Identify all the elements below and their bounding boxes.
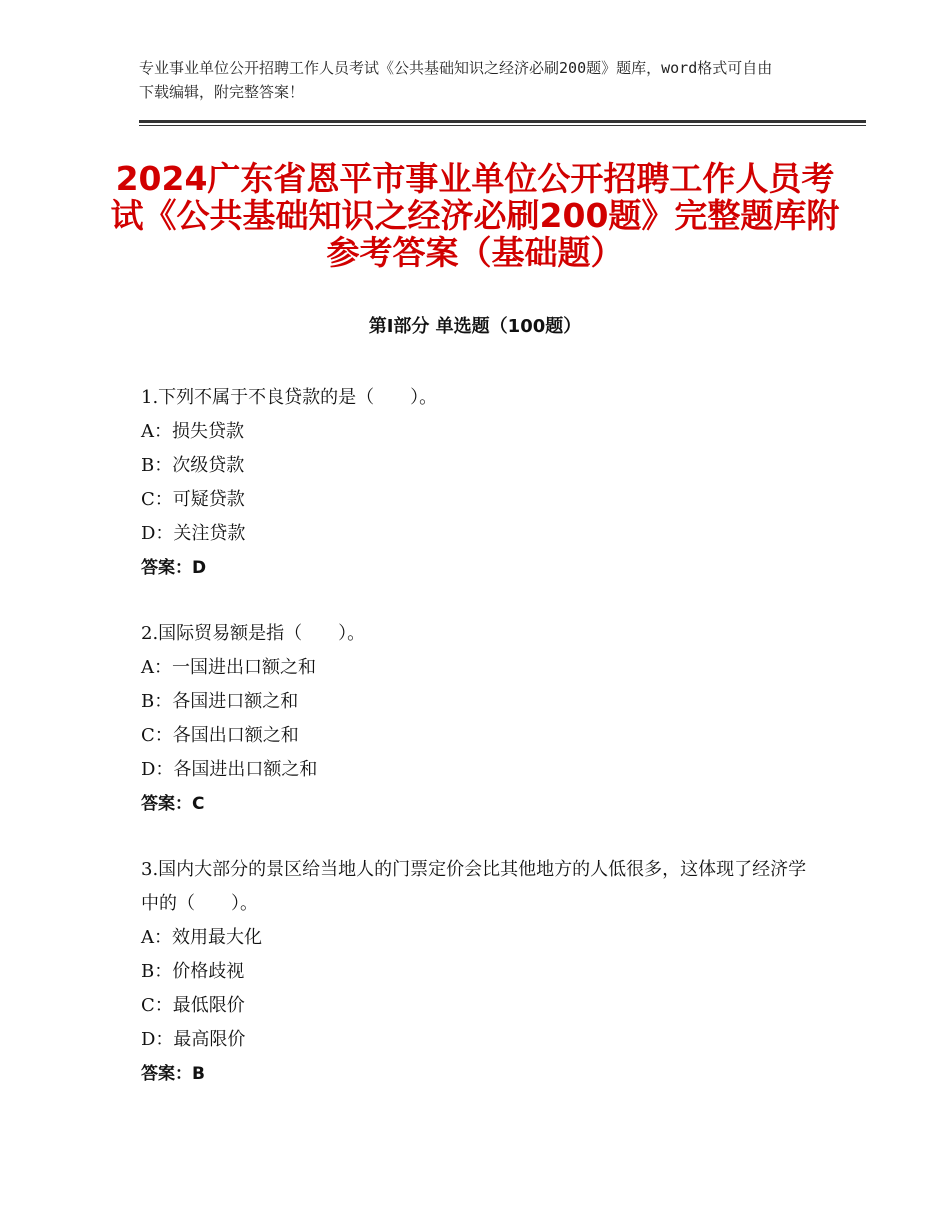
header-divider-thick: [139, 120, 866, 123]
option-c: C：各国出口额之和: [141, 725, 299, 746]
question-item: [141, 617, 821, 821]
page-header: 专业事业单位公开招聘工作人员考试《公共基础知识之经济必刷200题》题库，word格式可自由下载编辑，附完整答案！: [139, 59, 773, 101]
question-item: [141, 853, 821, 1091]
option-c: C：最低限价: [141, 995, 245, 1016]
option-d: D：最高限价: [141, 1029, 246, 1050]
option-b: B：次级贷款: [141, 455, 245, 476]
option-c: C：可疑贷款: [141, 489, 245, 510]
option-a: A：损失贷款: [141, 421, 244, 442]
option-d: D：关注贷款: [141, 523, 246, 544]
option-d: D：各国进出口额之和: [141, 759, 318, 780]
question-text: 3.国内大部分的景区给当地人的门票定价会比其他地方的人低很多，这体现了经济学中的（ ）。: [141, 859, 807, 914]
answer-line: 答案：D: [141, 558, 207, 578]
question-list: [141, 381, 821, 1123]
option-b: B：价格歧视: [141, 961, 245, 982]
question-text: 2.国际贸易额是指（ ）。: [141, 623, 366, 644]
answer-line: 答案：B: [141, 1064, 205, 1084]
question-item: [141, 381, 821, 585]
header-divider-thin: [139, 125, 866, 126]
header-divider: [139, 120, 866, 126]
option-b: B：各国进口额之和: [141, 691, 299, 712]
option-a: A：一国进出口额之和: [141, 657, 316, 678]
question-text: 1.下列不属于不良贷款的是（ ）。: [141, 387, 438, 408]
section-heading: 第Ⅰ部分 单选题（100题）: [368, 316, 582, 337]
answer-line: 答案：C: [141, 794, 205, 814]
document-title: 2024广东省恩平市事业单位公开招聘工作人员考试《公共基础知识之经济必刷200题》完整题库附参考答案（基础题）: [110, 159, 840, 272]
option-a: A：效用最大化: [141, 927, 262, 948]
